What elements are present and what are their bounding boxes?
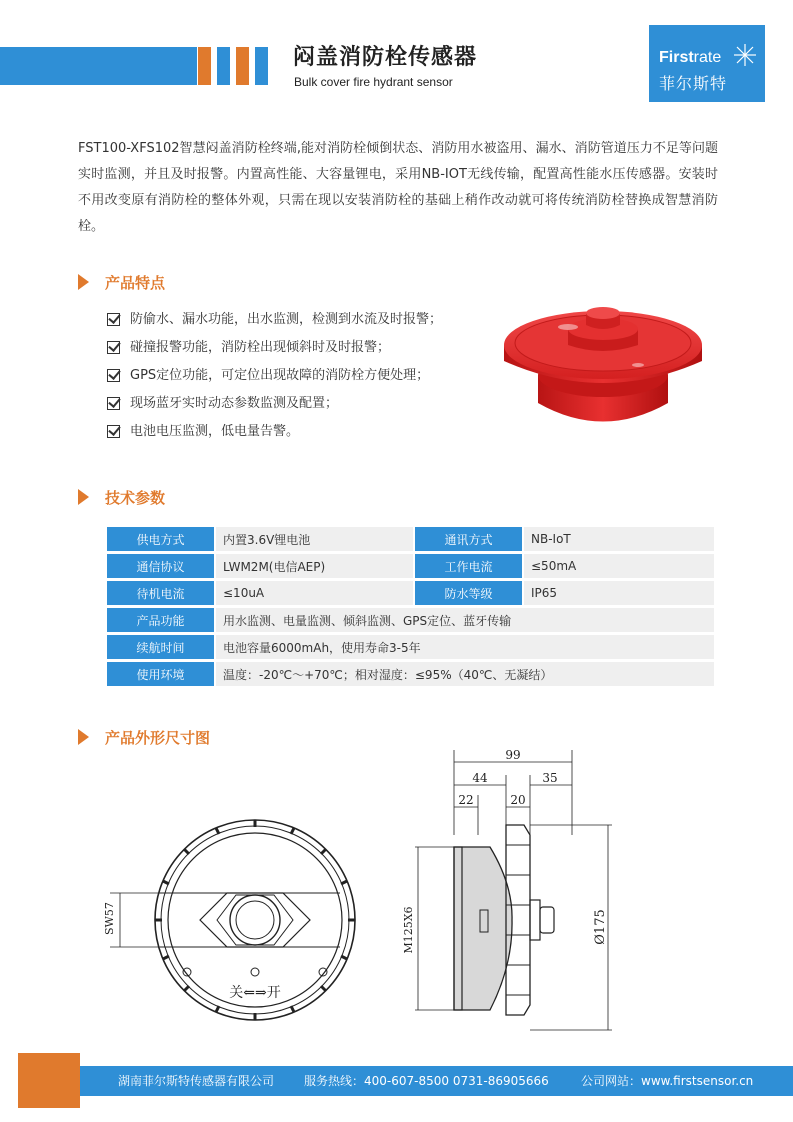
checkbox-icon (107, 369, 120, 382)
dim-inner-left: 22 (458, 793, 474, 807)
dim-inner-right: 20 (510, 793, 526, 807)
feature-item: 现场蓝牙实时动态参数监测及配置； (107, 395, 442, 423)
spec-key: 续航时间 (107, 635, 214, 659)
product-image (498, 295, 708, 435)
triangle-icon (78, 729, 89, 745)
thread-label: M125X6 (402, 906, 415, 954)
page-subtitle: Bulk cover fire hydrant sensor (294, 75, 453, 89)
spec-key: 通信协议 (107, 554, 214, 578)
feature-item: 碰撞报警功能，消防栓出现倾斜时及时报警； (107, 339, 442, 367)
checkbox-icon (107, 341, 120, 354)
spec-value: LWM2M(电信AEP) (214, 554, 413, 578)
dimension-drawing (100, 735, 620, 1045)
table-row (107, 608, 714, 632)
spec-table (107, 524, 714, 689)
intro-paragraph: FST100-XFS102智慧闷盖消防栓终端,能对消防栓倾倒状态、消防用水被盗用、漏水、消防管道压力不足等问题实时监测，并且及时报警。内置高性能、大容量锂电，采用NB-IOT无线传输，配置高性能水压传感器。安装时不用改变原有消防栓的整体外观，只需在现以安装消防栓的基础上稍作改动就可将传统消防栓替换成智慧消防栓。 (78, 141, 718, 234)
spec-value: ≤10uA (214, 581, 413, 605)
spec-value: ≤50mA (522, 554, 714, 578)
spec-key: 工作电流 (413, 554, 522, 578)
footer-accent-block (18, 1053, 80, 1108)
footer-company: 湖南菲尔斯特传感器有限公司 (118, 1074, 275, 1088)
front-view-label: SW57 (103, 902, 116, 935)
header-band (0, 47, 197, 85)
header-bar (217, 47, 230, 85)
header-bar (255, 47, 268, 85)
table-row (107, 554, 714, 578)
spec-value: IP65 (522, 581, 714, 605)
checkbox-icon (107, 425, 120, 438)
spec-value: NB-IoT (522, 527, 714, 551)
section-heading-specs: 技术参数 (78, 487, 165, 508)
logo-text: Firstrate (659, 49, 722, 66)
diameter-label: Ø175 (593, 909, 608, 945)
dim-right: 35 (542, 771, 558, 785)
spec-key: 待机电流 (107, 581, 214, 605)
feature-item: 防偷水、漏水功能，出水监测，检测到水流及时报警； (107, 311, 442, 339)
table-row (107, 635, 714, 659)
feature-item: GPS定位功能，可定位出现故障的消防栓方便处理； (107, 367, 442, 395)
feature-list (107, 311, 442, 451)
checkbox-icon (107, 397, 120, 410)
side-view (415, 750, 612, 1030)
spec-key: 通讯方式 (413, 527, 522, 551)
starburst-icon (733, 43, 757, 67)
feature-item: 电池电压监测，低电量告警。 (107, 423, 442, 451)
table-row (107, 581, 714, 605)
header-bar (198, 47, 211, 85)
section-heading-features: 产品特点 (78, 272, 165, 293)
spec-value: 用水监测、电量监测、倾斜监测、GPS定位、蓝牙传输 (214, 608, 714, 632)
spec-value: 电池容量6000mAh，使用寿命3-5年 (214, 635, 714, 659)
logo-cn-text: 菲尔斯特 (659, 74, 728, 93)
triangle-icon (78, 489, 89, 505)
spec-key: 防水等级 (413, 581, 522, 605)
dim-total: 99 (505, 748, 521, 762)
spec-value: 温度：-20℃～+70℃；相对湿度：≤95%（40℃、无凝结） (214, 662, 714, 686)
rotation-label: 关⇐⇒开 (229, 985, 281, 1001)
checkbox-icon (107, 313, 120, 326)
footer-hotline: 服务热线：400-607-8500 0731-86905666 (304, 1074, 549, 1088)
header-bar (236, 47, 249, 85)
footer-bar (76, 1066, 793, 1096)
section-heading-dimensions: 产品外形尺寸图 (78, 727, 210, 748)
table-row (107, 527, 714, 551)
footer-website: 公司网站：www.firstsensor.cn (581, 1074, 754, 1088)
spec-value: 内置3.6V锂电池 (214, 527, 413, 551)
page-title: 闷盖消防栓传感器 (293, 45, 478, 70)
spec-key: 产品功能 (107, 608, 214, 632)
dim-left: 44 (472, 771, 488, 785)
brand-logo (649, 25, 765, 102)
table-row (107, 662, 714, 686)
spec-key: 供电方式 (107, 527, 214, 551)
spec-key: 使用环境 (107, 662, 214, 686)
triangle-icon (78, 274, 89, 290)
